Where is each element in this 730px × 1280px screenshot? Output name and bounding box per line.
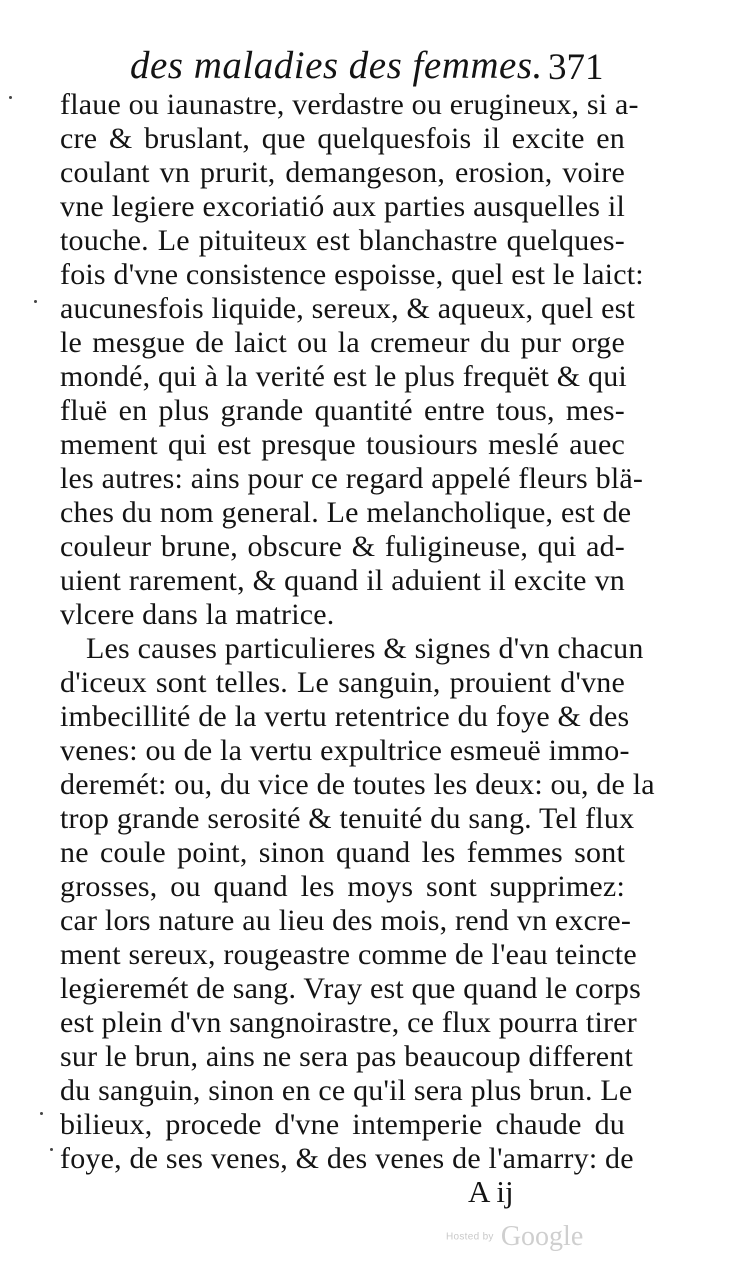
text-line: foye, de ses venes, & des venes de l'amarry: de [60, 1142, 634, 1175]
text-line: vlcere dans la matrice. [60, 598, 335, 631]
text-line: imbecillité de la vertu retentrice du foye & des [60, 700, 630, 733]
text-line: uient rarement, & quand il aduient il excite vn [60, 564, 625, 597]
text-line: venes: ou de la vertu expultrice esmeuë immo- [60, 734, 630, 767]
text-line: grosses, ou quand les moys sont supprimez: [60, 870, 625, 903]
text-line: le mesgue de laict ou la cremeur du pur orge [60, 326, 625, 359]
running-title: des maladies des femmes. [130, 44, 543, 87]
text-line: est plein d'vn sangnoirastre, ce flux pourra tirer [60, 1006, 637, 1039]
text-line: cre & bruslant, que quelquesfois il excite en [60, 122, 625, 155]
text-line: ment sereux, rougeastre comme de l'eau teincte [60, 938, 637, 971]
text-line: ches du nom general. Le melancholique, est de [60, 496, 632, 529]
google-logo: Google [500, 1221, 584, 1252]
paragraph-first-line: Les causes particulieres & signes d'vn chacun [86, 632, 644, 665]
text-line: du sanguin, sinon en ce qu'il sera plus brun. Le [60, 1074, 633, 1107]
hosted-by-google-watermark [446, 1221, 583, 1253]
text-line: fois d'vne consistence espoisse, quel est le laict: [60, 258, 644, 291]
page-number: 371 [548, 47, 604, 88]
text-line: trop grande serosité & tenuité du sang. Tel flux [60, 802, 635, 835]
text-line: fluë en plus grande quantité entre tous, mes- [60, 394, 625, 427]
text-line: d'iceux sont telles. Le sanguin, prouient d'vne [60, 666, 625, 699]
text-line: legieremét de sang. Vray est que quand le corps [60, 972, 642, 1005]
text-line: flaue ou iaunastre, verdastre ou erugineux, si a- [60, 88, 639, 121]
text-line: mement qui est presque tousiours meslé auec [60, 428, 625, 461]
text-line: vne legiere excoriatió aux parties ausquelles il [60, 190, 625, 223]
text-line: bilieux, procede d'vne intemperie chaude du [60, 1108, 625, 1141]
signature-mark: A ij [468, 1174, 514, 1209]
text-line: car lors nature au lieu des mois, rend vn excre- [60, 904, 632, 937]
text-line: couleur brune, obscure & fuligineuse, qui ad- [60, 530, 625, 563]
text-line: sur le brun, ains ne sera pas beaucoup different [60, 1040, 634, 1073]
text-line: aucunesfois liquide, sereux, & aqueux, quel est [60, 292, 636, 325]
text-line: coulant vn prurit, demangeson, erosion, voire [60, 156, 625, 189]
text-line: touche. Le pituiteux est blanchastre quelques- [60, 224, 625, 257]
text-line: ne coule point, sinon quand les femmes sont [60, 836, 625, 869]
text-line: mondé, qui à la verité est le plus frequët & qui [60, 360, 627, 393]
hosted-by-label: Hosted by [446, 1231, 494, 1243]
text-line: deremét: ou, du vice de toutes les deux: ou, de la [60, 768, 655, 801]
text-line: les autres: ains pour ce regard appelé fleurs blä- [60, 462, 644, 495]
